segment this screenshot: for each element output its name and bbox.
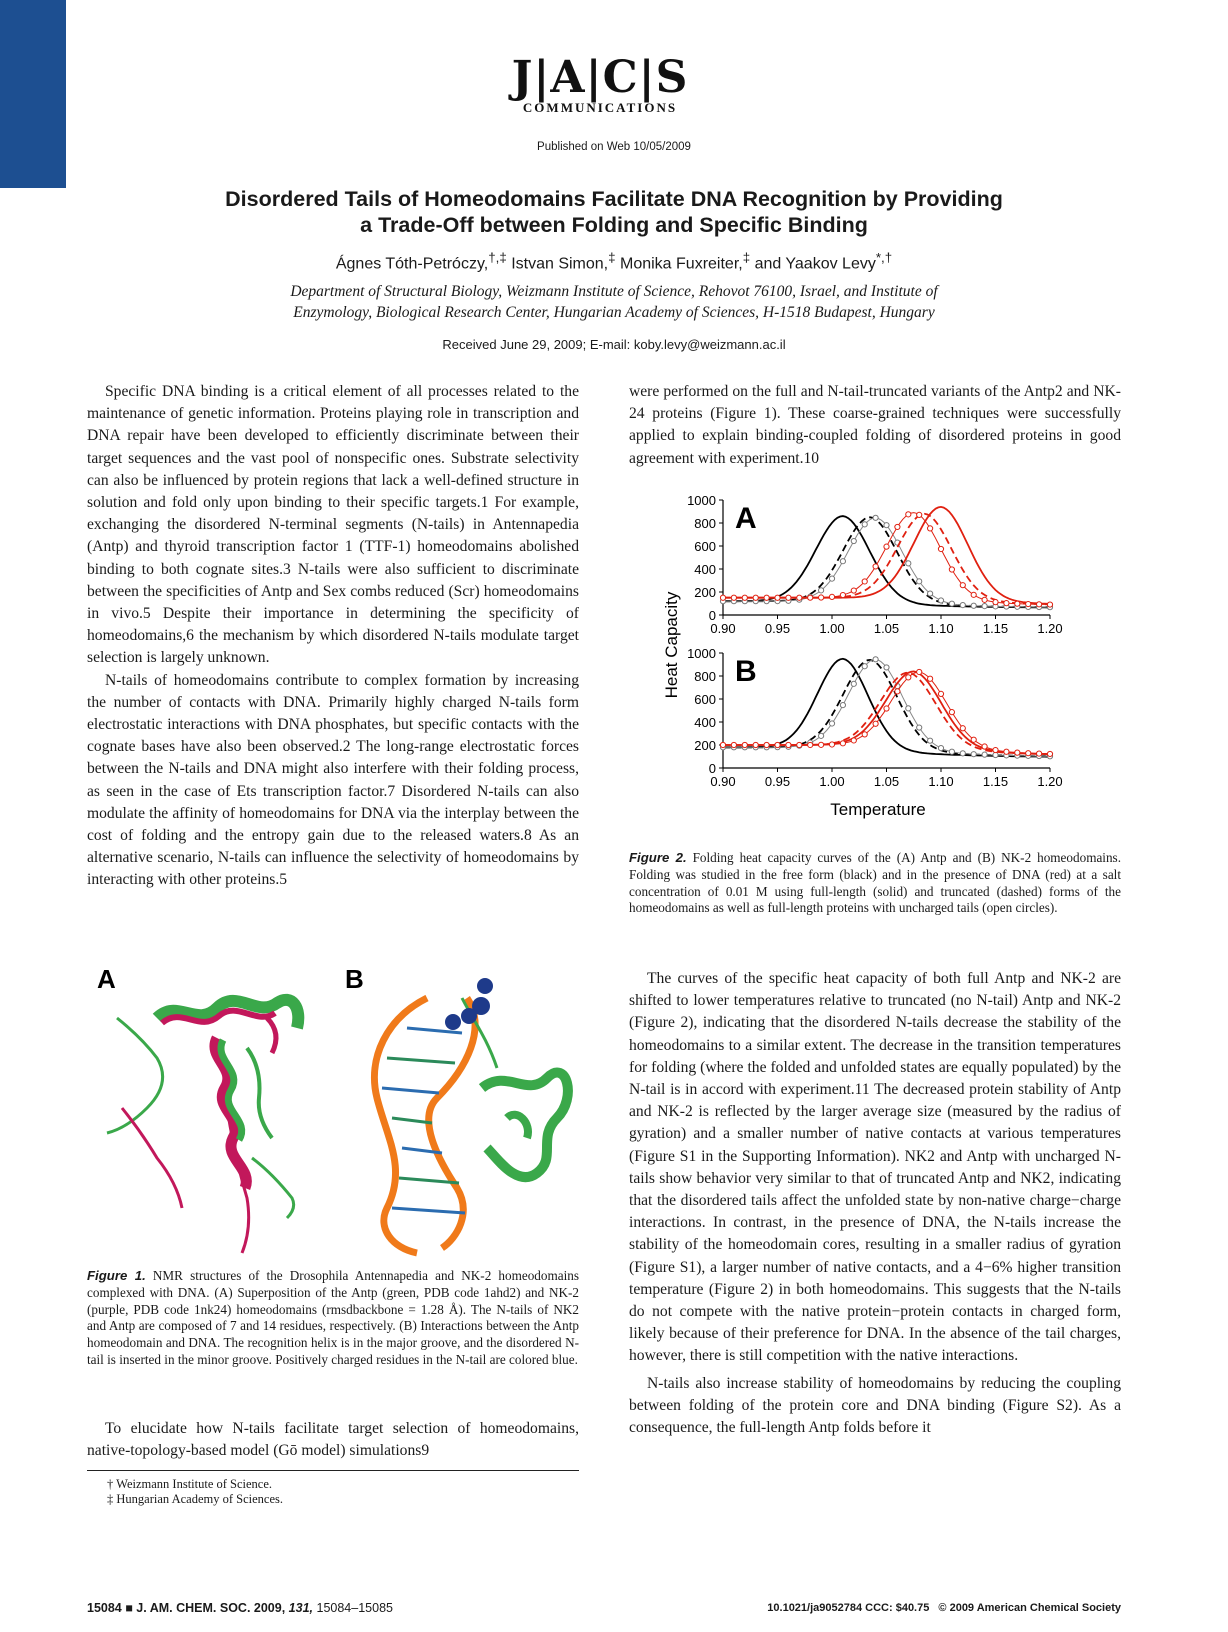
x-tick-label: 1.00 — [819, 621, 845, 636]
series-marker — [808, 742, 813, 747]
y-tick-label: 1000 — [687, 646, 716, 661]
series-marker — [971, 592, 976, 597]
antp-nk2-superposition — [107, 1000, 298, 1253]
right-column-continued — [629, 968, 1121, 1439]
series-marker — [775, 742, 780, 747]
series-marker — [862, 732, 867, 737]
series-marker — [1004, 749, 1009, 754]
series-marker — [906, 675, 911, 680]
series-marker — [906, 512, 911, 517]
series-marker — [829, 742, 834, 747]
series-marker — [949, 601, 954, 606]
paragraph-1: Specific DNA binding is a critical element of all processes related to the maintenance of genetic information. Proteins playing role in transcription and DNA repair have been developed to efficiently discriminate between their target sequences and the vast pool of nonspecific ones. Substrate selectivity can also be influenced by protein regions that lack a well-defined structure in solution and fold only upon binding to their specific targets.1 For example, exchanging the disordered N-terminal segments (N-tails) in Antennapedia (Antp) and thyroid transcription factor 1 (TTF-1) homeodomains abolished binding to both cognate sites.3 N-tails were also sufficient to discriminate between the specificities of Antp and Sex combs reduced (Scr) homeodomains in vivo.5 Despite their importance in determining the specificity of homeodomains,6 the mechanism by which disordered N-tails modulate target selection is largely unknown. — [87, 383, 579, 667]
series-marker — [928, 676, 933, 681]
footer-doi-text: 10.1021/ja9052784 CCC: $40.75 — [767, 1602, 930, 1614]
series-marker — [851, 588, 856, 593]
x-tick-label: 0.90 — [710, 621, 736, 636]
series-marker — [840, 741, 845, 746]
author-2: Istvan Simon, — [506, 255, 609, 273]
series-marker — [993, 747, 998, 752]
y-tick-label: 600 — [694, 692, 716, 707]
footer-volume: 131, — [288, 1601, 314, 1615]
y-tick-label: 200 — [694, 585, 716, 600]
series-marker — [775, 595, 780, 600]
series-marker — [884, 665, 889, 670]
journal-color-tab — [0, 0, 66, 188]
series-marker — [1047, 602, 1052, 607]
series-marker — [742, 742, 747, 747]
series-marker — [797, 742, 802, 747]
series-marker — [960, 751, 965, 756]
series-marker — [928, 591, 933, 596]
series-marker — [873, 564, 878, 569]
chart-panel-a — [687, 495, 1063, 636]
series-marker — [1037, 751, 1042, 756]
series-marker — [917, 579, 922, 584]
series-marker — [982, 603, 987, 608]
y-tick-label: 200 — [694, 738, 716, 753]
series-marker — [819, 742, 824, 747]
panel-title: B — [735, 655, 757, 688]
y-axis-label: Heat Capacity — [662, 591, 681, 699]
jacs-logo — [505, 54, 695, 116]
series-marker — [840, 559, 845, 564]
logo-subtitle: COMMUNICATIONS — [522, 100, 678, 115]
series-marker — [720, 742, 725, 747]
series-marker — [895, 524, 900, 529]
series-marker — [960, 726, 965, 731]
y-tick-label: 400 — [694, 562, 716, 577]
series-marker — [938, 546, 943, 551]
series-marker — [1037, 602, 1042, 607]
paragraph-r2: The curves of the specific heat capacity of both full Antp and NK-2 are shifted to lower temperatures relative to truncated (no N-tail) Antp and NK-2 (Figure 2), indicating that the disordered N-tails decrease the stability of the homeodomains to a similar extent. The decrease in the transition temperatures for folding (where the folded and unfolded states are equally populated) by the N-tail is in accord with experiment.11 The decreased protein stability of Antp and NK-2 is reflected by the larger average size (measured by the radius of gyration) and a smaller number of native contacts at various temperatures (Figure S1 in the Supporting Information). NK2 and Antp with uncharged N-tails show behavior very similar to that of truncated Antp and NK2, indicating that the disordered tails affect the unfolded state by non-native charge−charge interactions. In contrast, in the presence of DNA, the N-tails increase the stability of the homeodomain cores, resulting in a smaller radius of gyration (Figure S1), a larger number of native contacts, and a 4−6% higher transition temperature (Figure 2) in both homeodomains. This suggests that the N-tails do not compete with the native protein−protein contacts in charged form, likely because of their preference for DNA. In the absence of the tail charges, however, there is still competition with the native interactions. — [629, 970, 1121, 1365]
x-axis-label: Temperature — [830, 800, 926, 819]
series-marker — [971, 737, 976, 742]
received-date: Received June 29, 2009; E-mail: koby.levy@weizmann.ac.il — [442, 337, 786, 352]
y-tick-label: 0 — [708, 608, 716, 623]
footer-pages: 15084–15085 — [316, 1601, 393, 1615]
series-marker — [851, 538, 856, 543]
series-marker — [851, 738, 856, 743]
author-3: Monika Fuxreiter, — [615, 255, 743, 273]
right-column — [629, 381, 1121, 470]
figure-1-caption — [87, 1268, 579, 1369]
figure-1-label-a: A — [97, 964, 116, 994]
series-line-solid — [723, 507, 1050, 604]
figure-1-caption-label: Figure 1. — [87, 1268, 146, 1283]
x-tick-label: 1.00 — [819, 774, 845, 789]
series-marker — [1004, 601, 1009, 606]
y-tick-label: 800 — [694, 669, 716, 684]
panel-title: A — [735, 502, 757, 535]
series-marker — [917, 725, 922, 730]
series-marker — [917, 669, 922, 674]
chart-panel-b — [687, 646, 1063, 789]
x-tick-label: 1.05 — [873, 774, 900, 789]
series-marker — [808, 595, 813, 600]
author-1-affil: †,‡ — [488, 250, 507, 265]
logo-wordmark: J|A|C|S — [511, 52, 689, 103]
series-marker — [819, 595, 824, 600]
figure-1-caption-text: NMR structures of the Drosophila Antennapedia and NK-2 homeodomains complexed with DNA. (A) Superposition of the Antp (green, PDB code 1ahd2) and NK-2 (purple, PDB code 1nk24) homeodomains (rmsdbackbone = 1.28 Å). The N-tails of NK2 and Antp are composed of 7 and 14 residues, respectively. (B) Interactions between the Antp homeodomain and DNA. The recognition helix is in the major groove, and the disordered N-tail is inserted in the minor groove. Positively charged residues in the N-tail are colored blue. — [87, 1268, 579, 1367]
title-line-2: a Trade-Off between Folding and Specific Binding — [360, 213, 868, 237]
x-tick-label: 1.10 — [928, 621, 954, 636]
series-marker — [797, 595, 802, 600]
series-marker — [742, 595, 747, 600]
paragraph-3: To elucidate how N-tails facilitate target selection of homeodomains, native-topology-based model (Gō model) simulations9 — [87, 1420, 579, 1460]
series-marker — [971, 603, 976, 608]
x-tick-label: 0.90 — [710, 774, 736, 789]
x-tick-label: 1.15 — [982, 621, 1009, 636]
paragraph-r1: were performed on the full and N-tail-truncated variants of the Antp2 and NK-24 proteins (Figure 1). These coarse-grained techniques were successfully applied to explain binding-coupled folding of disordered proteins in good agreement with experiment.10 — [629, 383, 1121, 467]
footer-doi — [767, 1602, 1121, 1614]
x-tick-label: 1.10 — [928, 774, 954, 789]
y-tick-label: 1000 — [687, 495, 716, 508]
x-tick-label: 1.20 — [1037, 621, 1063, 636]
series-marker — [1026, 601, 1031, 606]
series-marker — [873, 515, 878, 520]
series-marker — [731, 742, 736, 747]
affiliation-line-2: Enzymology, Biological Research Center, Hungarian Academy of Sciences, H-1518 Budapest, Hungary — [293, 304, 935, 321]
series-marker — [960, 603, 965, 608]
left-column — [87, 381, 579, 892]
affiliation-line-1: Department of Structural Biology, Weizmann Institute of Science, Rehovot 76100, Israel, and Institute of — [290, 283, 938, 300]
affiliations — [180, 281, 1048, 323]
figure-2-caption — [629, 850, 1121, 917]
series-marker — [720, 595, 725, 600]
series-marker — [829, 721, 834, 726]
x-tick-label: 0.95 — [764, 774, 791, 789]
x-tick-label: 1.20 — [1037, 774, 1063, 789]
series-marker — [753, 742, 758, 747]
paragraph-2: N-tails of homeodomains contribute to complex formation by increasing the number of contacts with DNA. Primarily highly charged N-tails form electrostatic interactions with DNA phosphates, but specific contacts with the cognate bases have also been observed.2 The long-range electrostatic forces between the N-tails and DNA might also interfere with their folding process, as seen in the case of Ets transcription factor.7 Disordered N-tails can also modulate the affinity of homeodomains for DNA via the interplay between the cost of folding and the entropy gain due to the released waters.8 As an alternative scenario, N-tails can influence the selectivity of homeodomains by interacting with other proteins.5 — [87, 671, 579, 889]
footer-copyright: © 2009 American Chemical Society — [938, 1602, 1121, 1614]
x-tick-label: 1.05 — [873, 621, 900, 636]
paragraph-r3: N-tails also increase stability of homeodomains by reducing the coupling between folding of the protein core and DNA binding (Figure S2). As a consequence, the full-length Antp folds before it — [629, 1374, 1121, 1437]
series-marker — [928, 526, 933, 531]
series-marker — [895, 689, 900, 694]
series-marker — [1047, 751, 1052, 756]
series-marker — [819, 588, 824, 593]
series-line-dashed — [723, 673, 1050, 755]
series-marker — [884, 523, 889, 528]
series-marker — [1015, 601, 1020, 606]
x-tick-label: 0.95 — [764, 621, 791, 636]
series-marker — [971, 752, 976, 757]
series-marker — [862, 664, 867, 669]
series-marker — [993, 600, 998, 605]
series-marker — [917, 512, 922, 517]
author-4: and Yaakov Levy — [750, 255, 876, 273]
series-marker — [1026, 751, 1031, 756]
series-marker — [840, 592, 845, 597]
series-line-circles — [723, 672, 1050, 754]
author-2-affil: ‡ — [608, 250, 616, 265]
series-marker — [786, 595, 791, 600]
series-marker — [862, 579, 867, 584]
series-marker — [949, 749, 954, 754]
series-marker — [840, 703, 845, 708]
author-4-affil: *,† — [875, 250, 893, 265]
figure-2-chart — [655, 495, 1125, 835]
series-marker — [982, 744, 987, 749]
article-title — [100, 186, 1128, 238]
series-marker — [906, 561, 911, 566]
series-marker — [851, 681, 856, 686]
series-marker — [862, 522, 867, 527]
series-marker — [982, 597, 987, 602]
footnote-1: † Weizmann Institute of Science. — [107, 1477, 273, 1491]
figure-1-structures — [87, 958, 579, 1258]
series-marker — [928, 738, 933, 743]
footer-citation — [87, 1601, 393, 1615]
title-line-1: Disordered Tails of Homeodomains Facilitate DNA Recognition by Providing — [225, 187, 1003, 211]
series-marker — [829, 594, 834, 599]
footnote-2: ‡ Hungarian Academy of Sciences. — [107, 1492, 283, 1506]
series-marker — [938, 691, 943, 696]
y-tick-label: 600 — [694, 539, 716, 554]
series-line-solid — [723, 671, 1050, 754]
author-3-affil: ‡ — [742, 250, 751, 265]
figure-1-label-b: B — [345, 964, 364, 994]
series-marker — [873, 657, 878, 662]
series-marker — [753, 595, 758, 600]
y-tick-label: 800 — [694, 516, 716, 531]
left-column-continued — [87, 1418, 579, 1462]
y-tick-label: 400 — [694, 715, 716, 730]
series-marker — [884, 706, 889, 711]
series-marker — [949, 710, 954, 715]
series-marker — [982, 752, 987, 757]
series-marker — [764, 595, 769, 600]
series-marker — [1015, 750, 1020, 755]
series-marker — [949, 567, 954, 572]
series-marker — [906, 706, 911, 711]
series-marker — [993, 752, 998, 757]
footer-journal: J. AM. CHEM. SOC. 2009, — [136, 1601, 286, 1615]
series-marker — [786, 742, 791, 747]
author-list — [0, 250, 1228, 273]
series-marker — [938, 598, 943, 603]
y-tick-label: 0 — [708, 761, 716, 776]
footer-page-number: 15084 — [87, 1601, 122, 1615]
series-marker — [938, 746, 943, 751]
antp-dna-complex — [374, 978, 567, 1253]
publication-date: Published on Web 10/05/2009 — [537, 141, 691, 153]
x-tick-label: 1.15 — [982, 774, 1009, 789]
footnotes — [87, 1470, 579, 1507]
series-marker — [829, 576, 834, 581]
series-marker — [731, 595, 736, 600]
series-marker — [873, 721, 878, 726]
author-1: Ágnes Tóth-Petróczy, — [335, 255, 489, 273]
series-marker — [884, 544, 889, 549]
footer-square-icon: ■ — [125, 1601, 133, 1615]
series-marker — [764, 742, 769, 747]
series-marker — [819, 733, 824, 738]
figure-2-caption-text: Folding heat capacity curves of the (A) Antp and (B) NK-2 homeodomains. Folding was studied in the free form (black) and in the presence of DNA (red) at a salt concentration of 0.01 M using full-length (solid) and truncated (dashed) forms of the homeodomains as well as full-length proteins with uncharged tails (open circles). — [629, 850, 1121, 916]
figure-2-caption-label: Figure 2. — [629, 850, 687, 865]
series-marker — [960, 583, 965, 588]
